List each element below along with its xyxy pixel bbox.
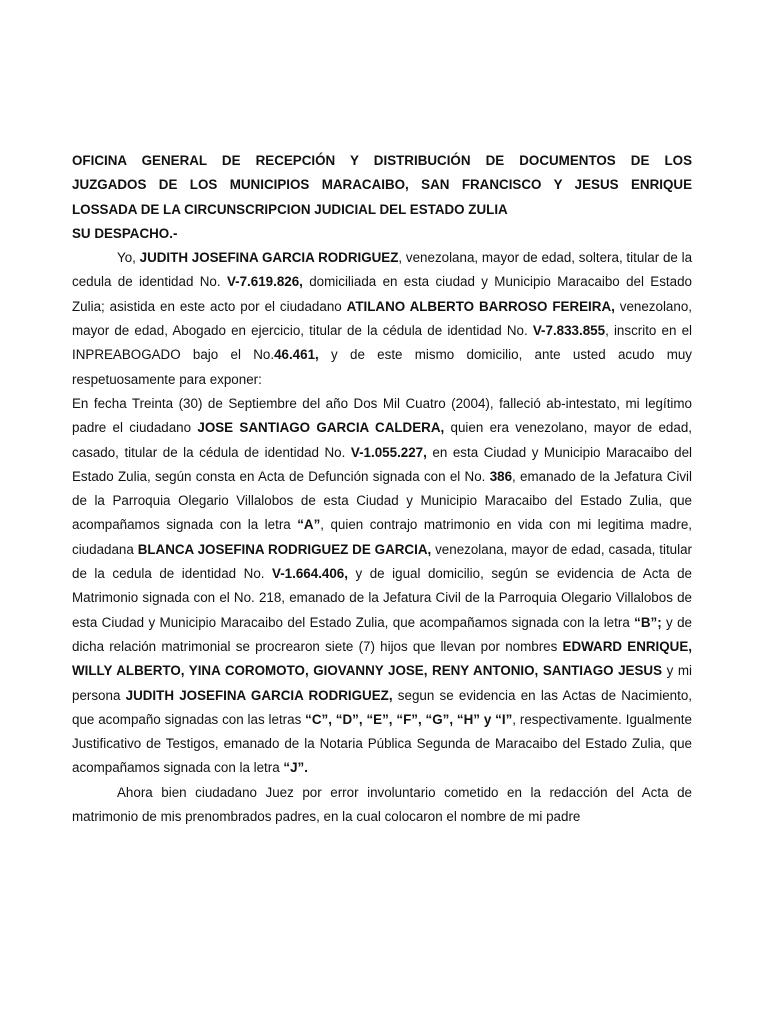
bold-text-run: JUDITH JOSEFINA GARCIA RODRIGUEZ, [125,687,393,703]
paragraph-error [72,781,692,830]
text-run: y de este mismo domicilio, ante usted acudo muy respetuosamente para exponer: [72,347,692,387]
bold-text-run: “B”; [634,614,662,630]
text-run: venezolano, mayor de edad, Abogado en ejercicio, titular de la cédula de identidad No. [72,298,692,339]
text-run: en esta Ciudad y Municipio Maracaibo del Estado Zulia, según consta en Acta de Defunción signada con el No. [72,444,692,484]
text-run: En fecha Treinta (30) de Septiembre del año Dos Mil Cuatro (2004), falleció ab-intestato, mi legítimo padre el ciudadano [72,395,692,436]
heading-line-4: SU DESPACHO.- [72,225,178,241]
bold-text-run: “C”, “D”, “E”, “F”, “G”, “H” y “I” [305,711,513,727]
text-run: segun se evidencia en las Actas de Nacimiento, que acompaño signadas con las letras [72,687,692,727]
paragraph-facts [72,392,692,781]
bold-text-run: BLANCA JOSEFINA RODRIGUEZ DE GARCIA, [137,541,432,557]
text-run: Yo, [117,250,140,266]
bold-text-run: V-7.833.855 [532,323,606,339]
text-run: , quien contrajo matrimonio en vida con mi legitima madre, ciudadana [72,517,692,557]
text-run: quien era venezolano, mayor de edad, casado, titular de la cédula de identidad No. [72,420,692,460]
text-run: y de igual domicilio, según se evidencia de Acta de Matrimonio signada con el No. 218, emanado de la Jefatura Civil de la Parroquia Olegario Villalobos de esta Ciudad y Municipio Maracaibo del Estado Zulia, que acompañamos signada con la letra [72,566,692,630]
text-run: y de dicha relación matrimonial se procrearon siete (7) hijos que llevan por nombres [72,614,692,654]
heading-line-3: LOSSADA DE LA CIRCUNSCRIPCION JUDICIAL DEL ESTADO ZULIA [72,201,508,217]
bold-text-run: V-1.664.406, [272,566,348,582]
text-run: y mi persona [72,663,692,703]
paragraph-introduction [72,246,692,392]
text-run: , venezolana, mayor de edad, soltera, titular de la cedula de identidad No. [72,250,693,290]
heading-line-1: OFICINA GENERAL DE RECEPCIÓN Y DISTRIBUCIÓN DE DOCUMENTOS DE LOS [72,153,692,168]
bold-text-run: ATILANO ALBERTO BARROSO FEREIRA, [346,298,615,314]
text-run: , emanado de la Jefatura Civil de la Parroquia Olegario Villalobos de esta Ciudad y Municipio Maracaibo del Estado Zulia, que acompañamos signada con la letra [72,468,692,533]
bold-text-run: JOSE SANTIAGO GARCIA CALDERA, [197,420,445,436]
bold-text-run: V-7.619.826, [226,274,303,290]
bold-text-run: “A” [297,517,321,533]
text-run: domiciliada en esta ciudad y Municipio Maracaibo del Estado Zulia; asistida en este acto por el ciudadano [72,274,692,314]
text-run: venezolana, mayor de edad, casada, titular de la cedula de identidad No. [72,541,692,582]
bold-text-run: V-1.055.227, [350,444,427,460]
bold-text-run: “J”. [283,760,308,776]
heading-line-2: JUZGADOS DE LOS MUNICIPIOS MARACAIBO, SAN FRANCISCO Y JESUS ENRIQUE [72,177,692,193]
bold-text-run: EDWARD ENRIQUE, WILLY ALBERTO, YINA COROMOTO, GIOVANNY JOSE, RENY ANTONIO, SANTIAGO JESUS [72,638,693,679]
text-run: , inscrito en el INPREABOGADO bajo el No. [72,323,692,363]
bold-text-run: JUDITH JOSEFINA GARCIA RODRIGUEZ [139,250,399,266]
bold-text-run: 46.461, [274,347,319,363]
text-run: , respectivamente. Igualmente Justificativo de Testigos, emanado de la Notaria Pública Segunda de Maracaibo del Estado Zulia, que acompañamos signada con la letra [72,711,692,776]
text-run: Ahora bien ciudadano Juez por error involuntario cometido en la redacción del Acta de matrimonio de mis prenombrados padres, en la cual colocaron el nombre de mi padre [72,784,692,825]
bold-text-run: 386 [489,468,513,484]
